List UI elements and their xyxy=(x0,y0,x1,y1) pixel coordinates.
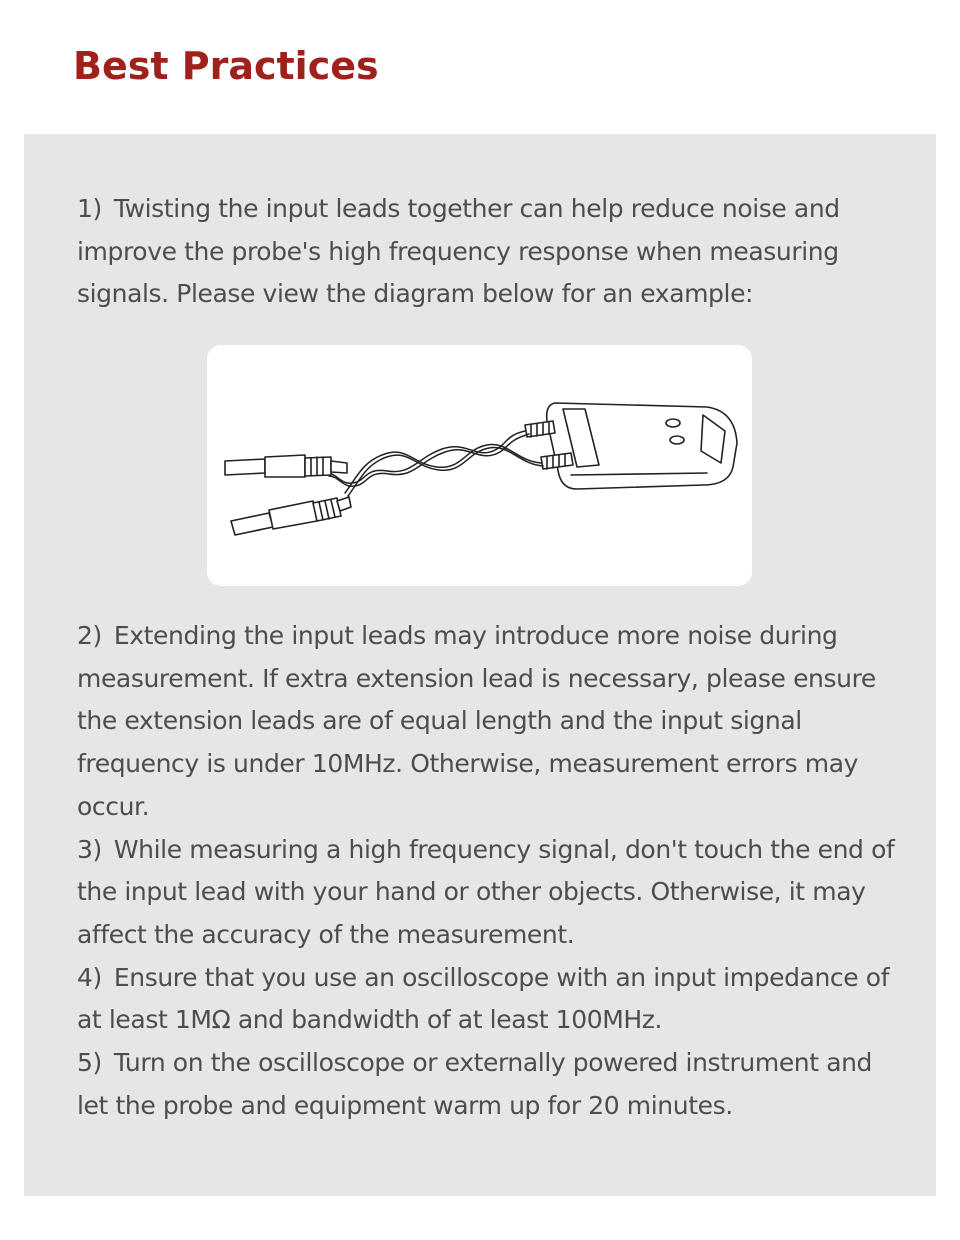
instruction-3-number: 3) xyxy=(77,834,102,864)
instruction-2-number: 2) xyxy=(77,621,102,650)
probe-illustration-icon xyxy=(207,345,752,586)
instruction-1-text: Twisting the input leads together can help reduce noise and improve the probe's high frequency response when measuring signals. Please view the diagram below for an example: xyxy=(77,194,840,309)
instruction-5-text: Turn on the oscilloscope or externally powered instrument and let the probe and equipment warm up for 20 minutes. xyxy=(77,1048,873,1120)
instruction-3 xyxy=(77,829,907,957)
instruction-1-number: 1) xyxy=(77,194,102,223)
lower-banana-plug xyxy=(231,497,351,535)
instruction-4 xyxy=(77,957,907,1042)
twisted-leads xyxy=(327,431,543,496)
instruction-2-text: Extending the input leads may introduce more noise during measurement. If extra extension lead is necessary, please ensure the extension leads are of equal length and the input signal frequency is under 10MHz. Otherwise, measurement errors may occur. xyxy=(77,621,876,821)
page-title: Best Practices xyxy=(73,44,379,88)
instruction-2 xyxy=(77,615,907,829)
instruction-5 xyxy=(77,1042,907,1127)
probe-body xyxy=(547,403,737,489)
instruction-4-number: 4) xyxy=(77,962,102,992)
instruction-list xyxy=(77,615,907,1127)
instruction-1 xyxy=(77,188,907,316)
content-panel xyxy=(24,134,936,1196)
instruction-5-number: 5) xyxy=(77,1048,102,1078)
twisted-leads-diagram xyxy=(207,345,752,586)
instruction-3-text: While measuring a high frequency signal, don't touch the end of the input lead with your hand or other objects. Otherwise, it may affect the accuracy of the measurement. xyxy=(77,834,895,949)
upper-banana-plug xyxy=(225,455,347,477)
instruction-4-text: Ensure that you use an oscilloscope with an input impedance of at least 1MΩ and bandwidth of at least 100MHz. xyxy=(77,962,890,1035)
